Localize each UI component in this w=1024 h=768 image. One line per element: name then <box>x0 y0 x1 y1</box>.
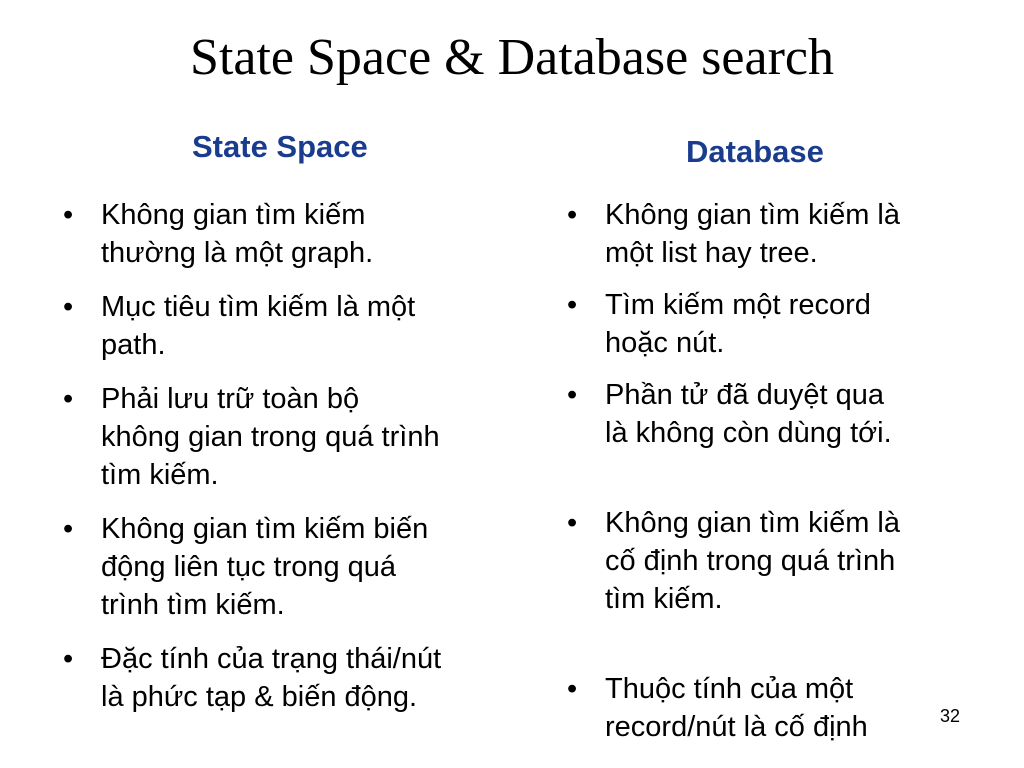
database-bullet-3 <box>567 376 987 452</box>
bullet-line: Phải lưu trữ toàn bộ <box>101 383 360 415</box>
bullet-line: Mục tiêu tìm kiếm là một <box>101 291 416 323</box>
database-bullet-2 <box>567 286 987 362</box>
bullet-line: Không gian tìm kiếm <box>101 199 366 231</box>
bullet-icon: • <box>63 199 74 231</box>
bullet-icon: • <box>567 673 578 705</box>
page-number: 32 <box>940 706 961 726</box>
bullet-line: Tìm kiếm một record <box>605 289 871 321</box>
bullet-icon: • <box>567 199 578 231</box>
bullet-icon: • <box>63 383 74 415</box>
bullet-line: Đặc tính của trạng thái/nút <box>101 643 442 675</box>
database-bullet-1 <box>567 196 987 272</box>
bullet-line: động liên tục trong quá <box>101 551 397 583</box>
bullet-icon: • <box>63 513 74 545</box>
state-space-bullet-3 <box>63 380 533 494</box>
bullet-icon: • <box>63 643 74 675</box>
bullet-line: cố định trong quá trình <box>605 545 896 577</box>
state-space-bullet-5 <box>63 640 533 716</box>
state-space-bullet-4 <box>63 510 533 624</box>
database-bullet-5 <box>567 670 987 746</box>
database-bullet-4 <box>567 504 987 618</box>
bullet-line: Không gian tìm kiếm biến <box>101 513 429 545</box>
bullet-line: là không còn dùng tới. <box>605 417 892 449</box>
state-space-bullet-2 <box>63 288 533 364</box>
slide-title: State Space & Database search <box>190 29 834 86</box>
bullet-line: tìm kiếm. <box>605 583 723 615</box>
database-heading: Database <box>686 134 824 169</box>
bullet-line: Không gian tìm kiếm là <box>605 507 900 539</box>
bullet-line: Thuộc tính của một <box>605 673 854 705</box>
bullet-line: thường là một graph. <box>101 237 374 269</box>
bullet-line: không gian trong quá trình <box>101 421 440 453</box>
bullet-line: một list hay tree. <box>605 237 818 269</box>
bullet-icon: • <box>567 289 578 321</box>
database-bullet-list <box>567 196 987 746</box>
state-space-heading: State Space <box>192 129 368 164</box>
bullet-icon: • <box>567 379 578 411</box>
bullet-line: hoặc nút. <box>605 327 725 359</box>
state-space-bullet-list <box>63 196 533 716</box>
bullet-line: record/nút là cố định <box>605 711 868 743</box>
bullet-line: Phần tử đã duyệt qua <box>605 379 885 411</box>
bullet-line: là phức tạp & biến động. <box>101 681 418 713</box>
bullet-line: path. <box>101 329 166 361</box>
bullet-line: Không gian tìm kiếm là <box>605 199 900 231</box>
state-space-bullet-1 <box>63 196 533 272</box>
bullet-icon: • <box>567 507 578 539</box>
bullet-line: tìm kiếm. <box>101 459 219 491</box>
bullet-line: trình tìm kiếm. <box>101 589 285 621</box>
bullet-icon: • <box>63 291 74 323</box>
